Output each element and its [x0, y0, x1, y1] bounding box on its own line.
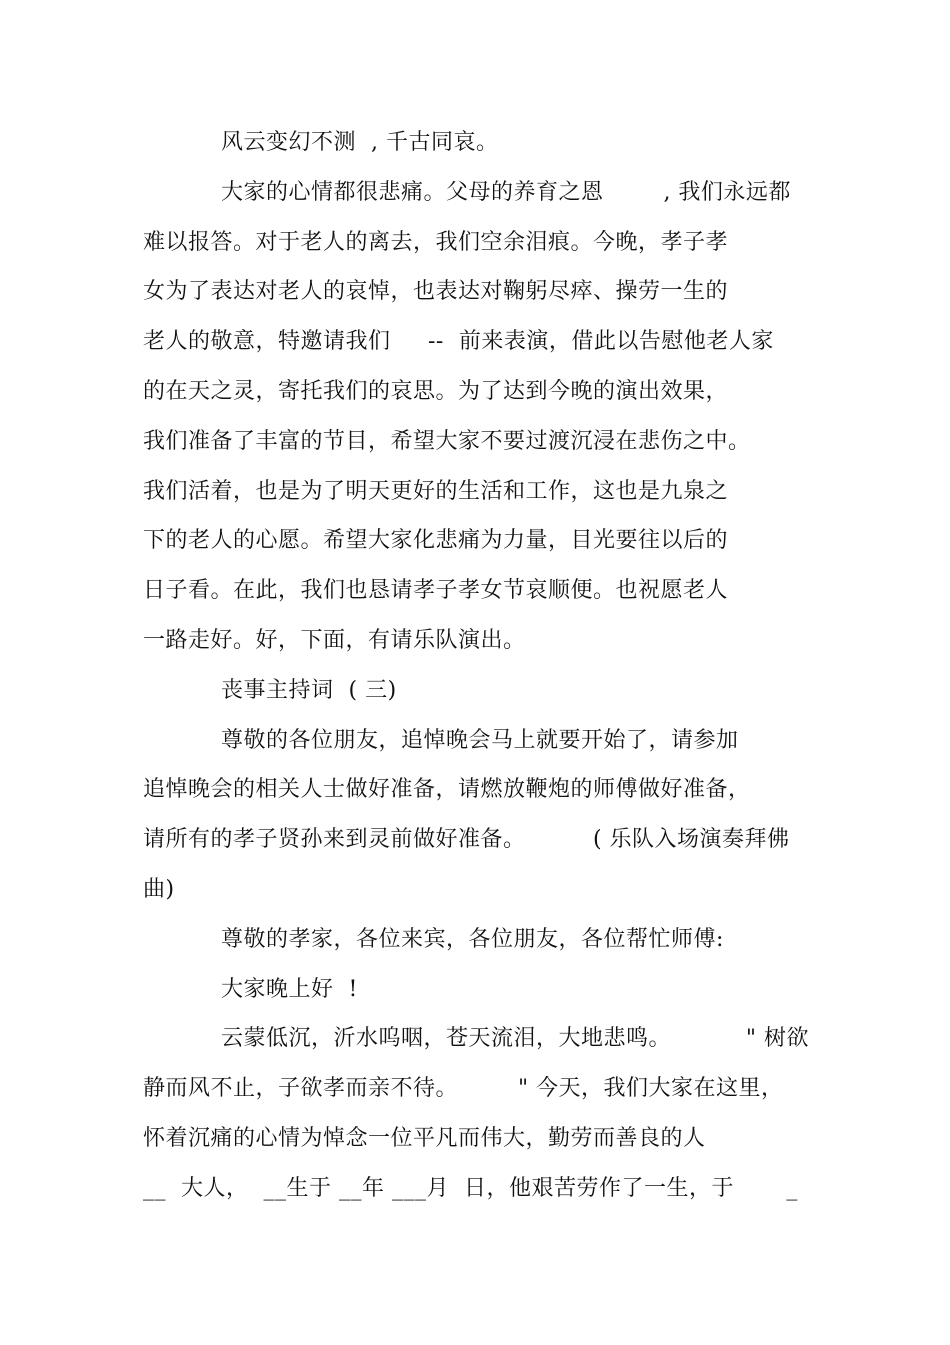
text-line: 难以报答。对于老人的离去，我们空余泪痕。今晚，孝子孝 — [143, 230, 729, 255]
text-line: 请所有的孝子贤孙来到灵前做好准备。 ( 乐队入场演奏拜佛 — [143, 827, 790, 852]
text-line: 日子看。在此，我们也恳请孝子孝女节哀顺便。也祝愿老人 — [143, 578, 729, 603]
text-line: 追悼晚会的相关人士做好准备，请燃放鞭炮的师傅做好准备， — [143, 777, 751, 802]
text-line: 尊敬的孝家，各位来宾，各位朋友，各位帮忙师傅: — [221, 927, 724, 952]
text-line: __ 大人， __生于 __年 ___月 日，他艰苦劳作了一生，于 _ — [143, 1176, 798, 1201]
text-line: 一路走好。好，下面，有请乐队演出。 — [143, 628, 526, 653]
text-line: 云蒙低沉，沂水呜咽，苍天流泪，大地悲鸣。 " 树欲 — [221, 1026, 810, 1051]
text-line: 静而风不止，子欲孝而亲不待。 " 今天，我们大家在这里， — [143, 1076, 784, 1101]
text-line: 女为了表达对老人的哀悼，也表达对鞠躬尽瘁、操劳一生的 — [143, 279, 729, 304]
text-line: 的在天之灵，寄托我们的哀思。为了达到今晚的演出效果， — [143, 379, 729, 404]
text-line: 大家晚上好 ! — [221, 977, 358, 1002]
text-line: 我们活着，也是为了明天更好的生活和工作，这也是九泉之 — [143, 479, 729, 504]
text-line: 大家的心情都很悲痛。父母的养育之恩 , 我们永远都 — [221, 180, 791, 205]
text-line: 老人的敬意，特邀请我们 -- 前来表演，借此以告慰他老人家 — [143, 329, 774, 354]
text-line: 曲) — [143, 877, 175, 902]
text-line: 下的老人的心愿。希望大家化悲痛为力量，目光要往以后的 — [143, 528, 729, 553]
text-line: 我们准备了丰富的节目，希望大家不要过渡沉浸在悲伤之中。 — [143, 429, 751, 454]
text-line: 尊敬的各位朋友，追悼晚会马上就要开始了，请参加 — [221, 728, 739, 753]
text-line: 风云变幻不测 , 千古同哀。 — [221, 130, 499, 155]
text-line: 怀着沉痛的心情为悼念一位平凡而伟大，勤劳而善良的人 — [143, 1126, 706, 1151]
section-heading: 丧事主持词 ( 三) — [221, 678, 397, 703]
